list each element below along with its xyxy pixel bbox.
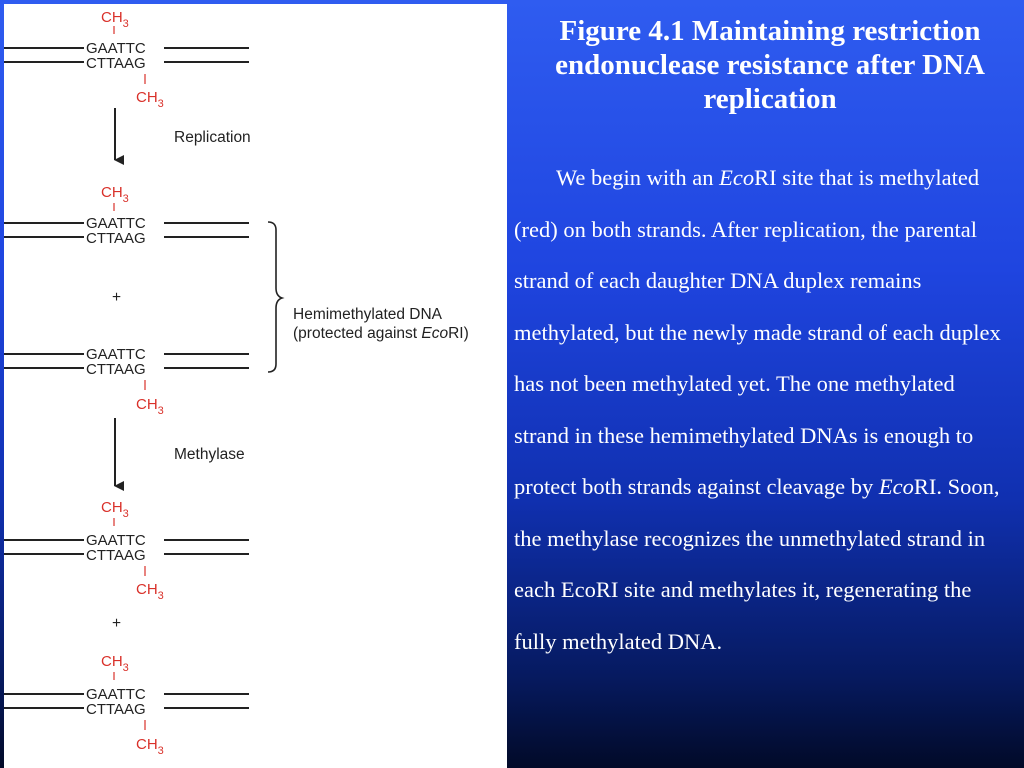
bracket-label-line2: (protected against EcoRI) (293, 325, 469, 342)
top-strand-sequence: GAATTC (86, 346, 146, 363)
methyl-top-label: $CH_3$ (101, 184, 129, 205)
slide-title: Figure 4.1 Maintaining restriction endonuclease resistance after DNA replication (555, 15, 985, 115)
bottom-strand-sequence: CTTAAG (86, 361, 146, 378)
duplex-fully-methylated-3 (4, 653, 249, 757)
methyl-top-label: $CH_3$ (101, 653, 129, 674)
methyl-top-label: $CH_3$ (101, 9, 129, 30)
replication-label: Replication (174, 129, 251, 146)
methylase-label: Methylase (174, 446, 245, 463)
plus-sign: + (112, 289, 122, 306)
bottom-strand-sequence: CTTAAG (86, 701, 146, 718)
methyl-top-label: $CH_3$ (101, 499, 129, 520)
bracket-label-line1: Hemimethylated DNA (293, 306, 443, 323)
dna-methylation-diagram (4, 4, 507, 768)
duplex-hemimethylated-1 (4, 184, 249, 247)
methyl-bottom-label: $CH_3$ (136, 396, 164, 417)
bottom-strand-sequence: CTTAAG (86, 547, 146, 564)
figure-panel (4, 4, 507, 768)
top-strand-sequence: GAATTC (86, 686, 146, 703)
slide-body-text: We begin with an EcoRI site that is methylated (red) on both strands. After replication, the parental strand of each daughter DNA duplex remains methylated, but the newly made strand of each duplex has not been methylated yet. The one methylated strand in these hemimethylated DNAs is enough to protect both strands against cleavage by EcoRI. Soon, the methylase recognizes the unmethylated strand in each EcoRI site and methylates it, regenerating the fully methylated DNA. (514, 165, 1001, 654)
top-strand-sequence: GAATTC (86, 215, 146, 232)
plus-sign: + (112, 615, 122, 632)
top-strand-sequence: GAATTC (86, 532, 146, 549)
duplex-fully-methylated-2 (4, 499, 249, 602)
top-strand-sequence: GAATTC (86, 40, 146, 57)
bottom-strand-sequence: CTTAAG (86, 230, 146, 247)
bottom-strand-sequence: CTTAAG (86, 55, 146, 72)
hemimethylated-bracket (268, 222, 282, 372)
methyl-bottom-label: $CH_3$ (136, 89, 164, 110)
duplex-hemimethylated-2 (4, 346, 249, 417)
duplex-fully-methylated-1 (4, 9, 249, 110)
methyl-bottom-label: $CH_3$ (136, 581, 164, 602)
methyl-bottom-label: $CH_3$ (136, 736, 164, 757)
